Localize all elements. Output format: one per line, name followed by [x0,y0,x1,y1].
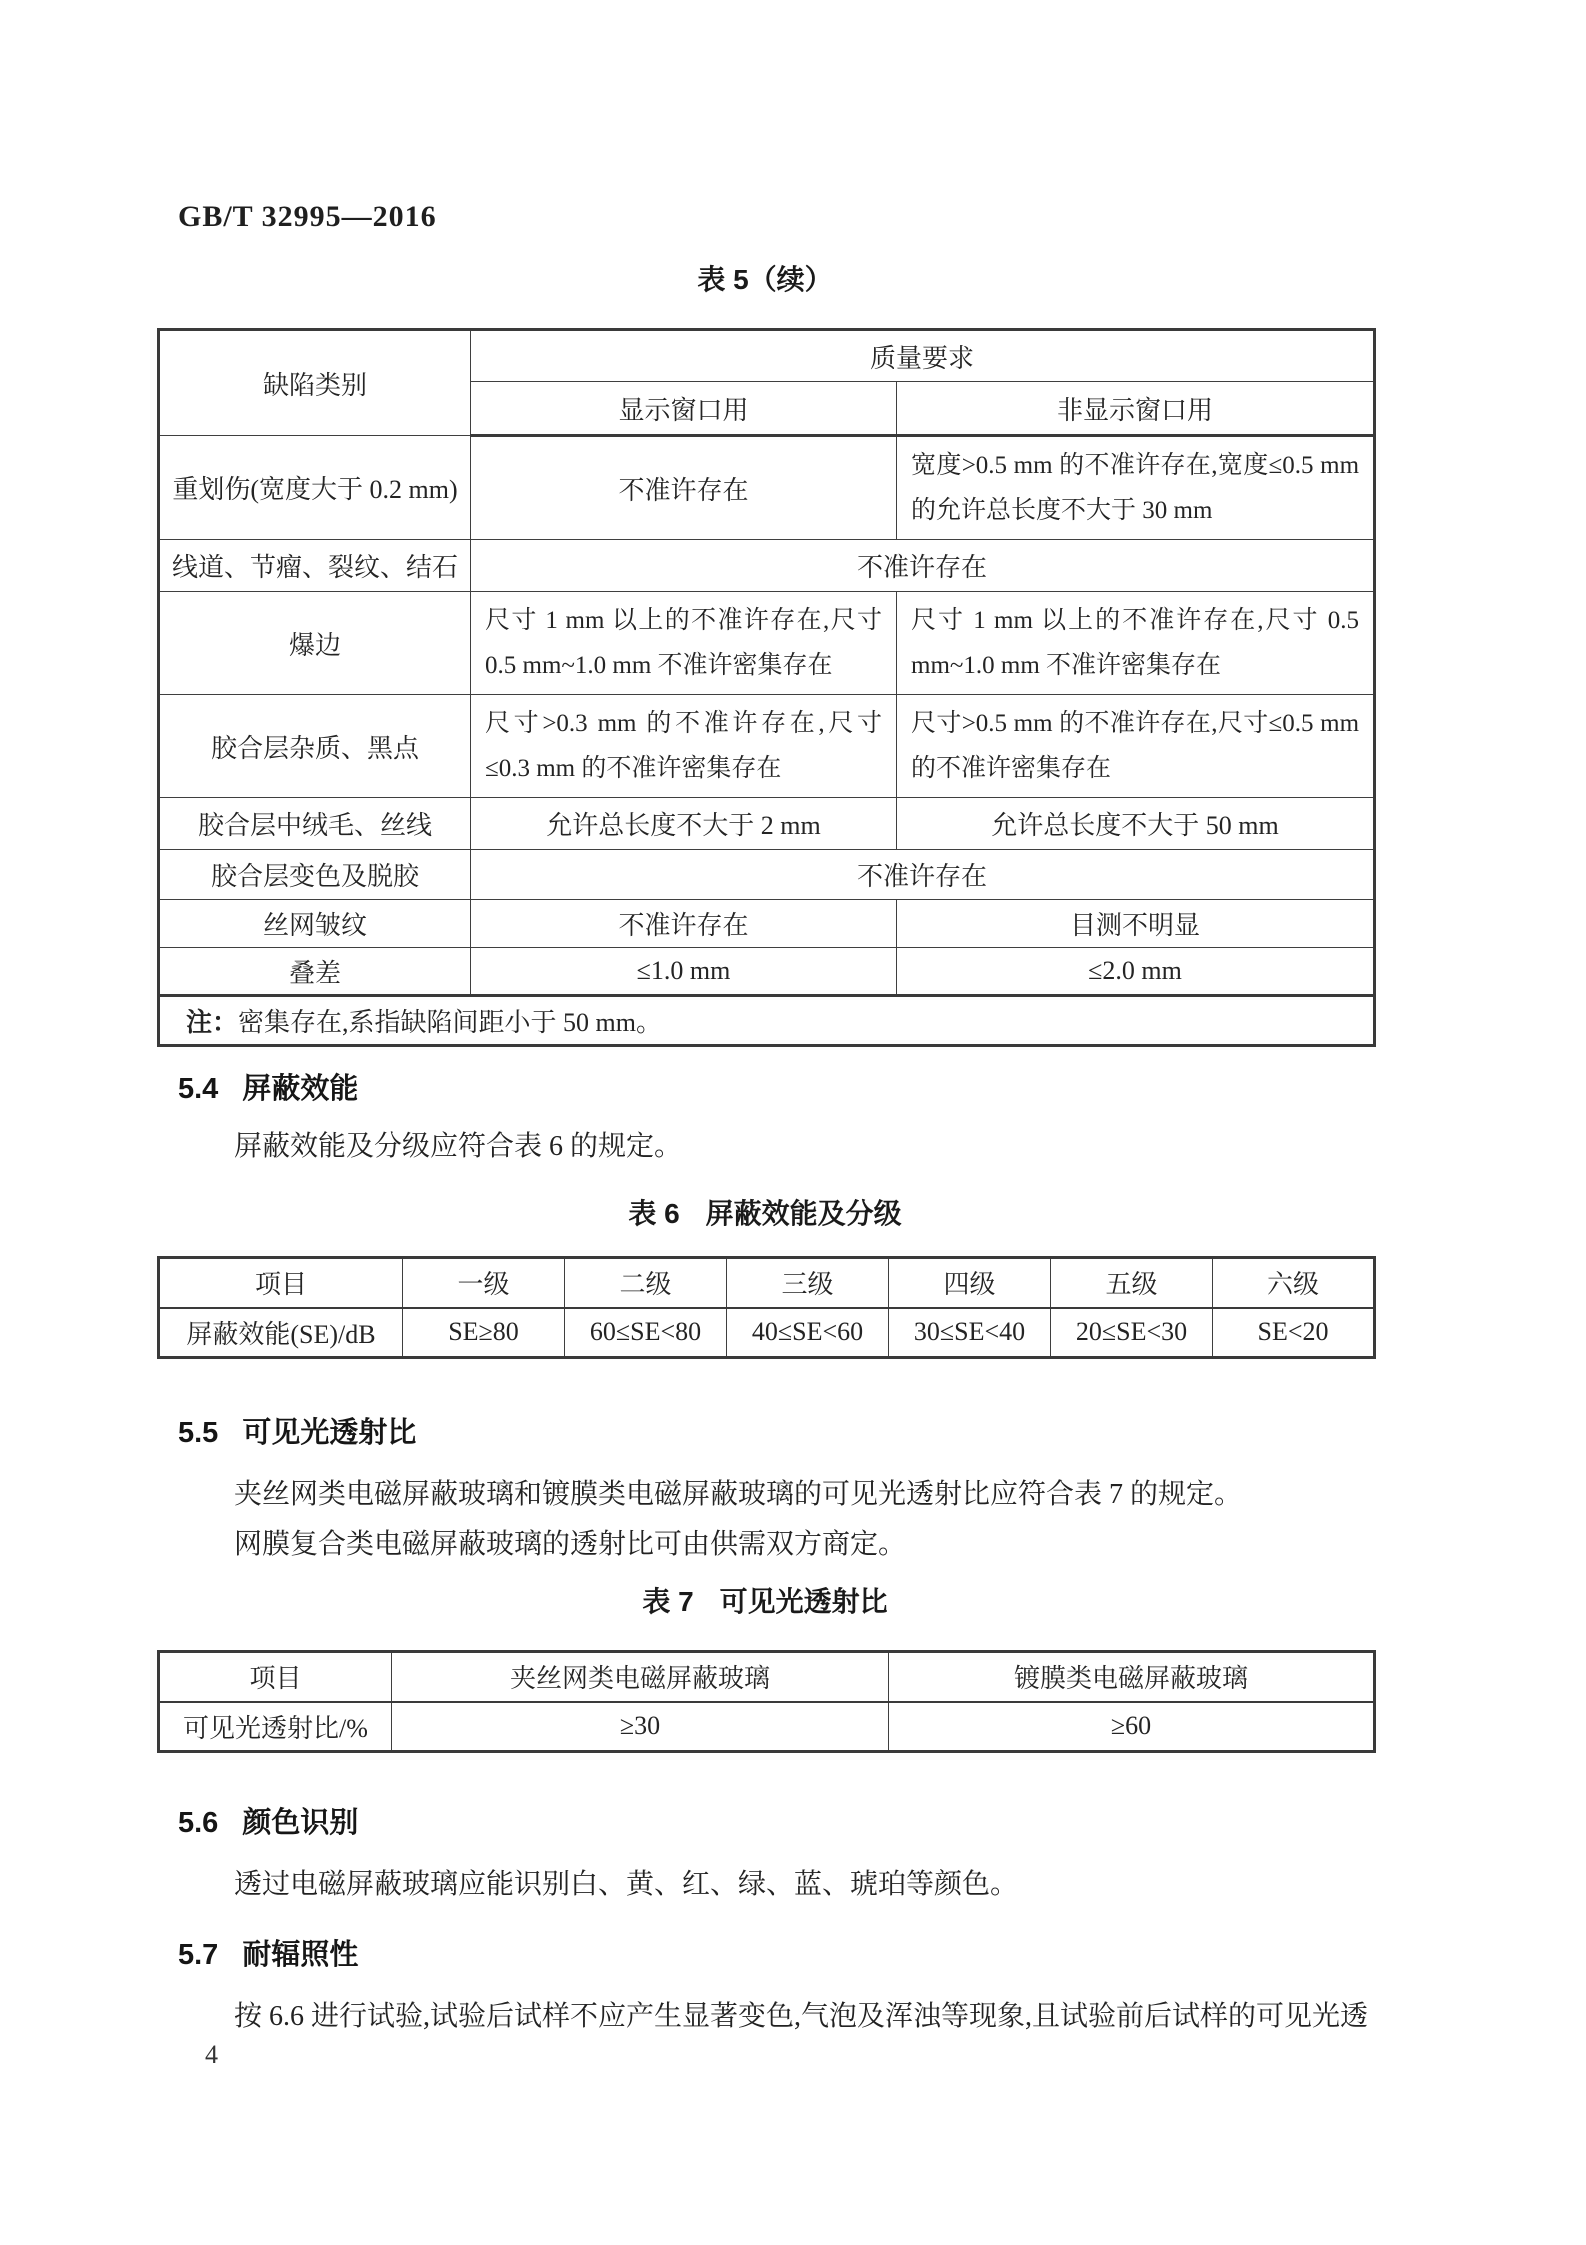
table-row-scratch [159,436,1375,540]
section-5-4-heading [178,1066,358,1107]
header-grade-3: 三级 [727,1258,889,1308]
cell-non-display-req: 允许总长度不大于 50 mm [897,798,1375,850]
section-5-5-paragraph-1: 夹丝网类电磁屏蔽玻璃和镀膜类电磁屏蔽玻璃的可见光透射比应符合表 7 的规定。 [234,1479,1243,1510]
cell-non-display-req: ≤2.0 mm [897,948,1375,996]
cell-wire-mesh-value: ≥30 [392,1702,889,1752]
standard-number: GB/T 32995—2016 [178,200,437,233]
cell-non-display-req: 宽度>0.5 mm 的不准许存在,宽度≤0.5 mm 的允许总长度不大于 30 mm [897,436,1375,540]
section-5-7-heading [178,1932,358,1973]
header-grade-2: 二级 [565,1258,727,1308]
header-grade-1: 一级 [403,1258,565,1308]
table7-light-transmittance [157,1650,1376,1753]
cell-coated-value: ≥60 [889,1702,1375,1752]
section-5-4-paragraph: 屏蔽效能及分级应符合表 6 的规定。 [234,1131,683,1162]
header-wire-mesh-glass: 夹丝网类电磁屏蔽玻璃 [392,1652,889,1702]
table-row-header [159,1258,1375,1308]
table5-caption-label: 表 5（续） [697,264,833,295]
cell-defect: 丝网皱纹 [159,900,471,948]
section-5-7-paragraph: 按 6.6 进行试验,试验后试样不应产生显著变色,气泡及浑浊等现象,且试验前后试样的可见光透 [234,2001,1369,2032]
table7-caption-number: 表 7 [642,1586,694,1617]
section-5-6-heading [178,1800,358,1841]
table-row-header [159,1652,1375,1702]
section-title: 可见光透射比 [242,1417,417,1449]
table6-shielding-effectiveness [157,1256,1376,1359]
header-coated-glass: 镀膜类电磁屏蔽玻璃 [889,1652,1375,1702]
cell-defect: 叠差 [159,948,471,996]
section-title: 耐辐照性 [242,1939,359,1971]
header-grade-4: 四级 [889,1258,1051,1308]
cell-defect: 线道、节瘤、裂纹、结石 [159,540,471,592]
table-row-header1 [159,330,1375,382]
section-number: 5.4 [178,1073,219,1105]
section-title: 颜色识别 [242,1807,359,1839]
section-number: 5.5 [178,1417,219,1449]
cell-merged-req: 不准许存在 [471,850,1375,900]
cell-display-req: 尺寸>0.3 mm 的不准许存在,尺寸≤0.3 mm 的不准许密集存在 [471,695,897,798]
cell-row-label: 可见光透射比/% [159,1702,392,1752]
cell-defect: 胶合层变色及脱胶 [159,850,471,900]
table6-caption-number: 表 6 [628,1198,680,1229]
table-row-note [159,996,1375,1046]
cell-non-display-req: 目测不明显 [897,900,1375,948]
cell-grade-2-value: 60≤SE<80 [565,1308,727,1358]
table-row-lines-knots [159,540,1375,592]
table5-defect-quality-table [157,328,1376,1047]
cell-grade-4-value: 30≤SE<40 [889,1308,1051,1358]
section-number: 5.6 [178,1807,219,1839]
cell-grade-1-value: SE≥80 [403,1308,565,1358]
header-display-window: 显示窗口用 [471,382,897,436]
cell-non-display-req: 尺寸 1 mm 以上的不准许存在,尺寸 0.5 mm~1.0 mm 不准许密集存在 [897,592,1375,695]
cell-defect: 重划伤(宽度大于 0.2 mm) [159,436,471,540]
table5-note [159,996,1375,1046]
header-quality-requirement: 质量要求 [471,330,1375,382]
page-number: 4 [205,2040,218,2069]
note-text: 密集存在,系指缺陷间距小于 50 mm。 [238,1008,662,1037]
cell-display-req: 不准许存在 [471,900,897,948]
section-number: 5.7 [178,1939,219,1971]
table-row-interlayer-fuzz [159,798,1375,850]
cell-grade-5-value: 20≤SE<30 [1051,1308,1213,1358]
section-5-6-paragraph: 透过电磁屏蔽玻璃应能识别白、黄、红、绿、蓝、琥珀等颜色。 [234,1869,1019,1900]
cell-merged-req: 不准许存在 [471,540,1375,592]
table-row-chipped-edge [159,592,1375,695]
table-row-se-values [159,1308,1375,1358]
cell-grade-6-value: SE<20 [1213,1308,1375,1358]
section-5-5-heading [178,1410,416,1451]
cell-row-label: 屏蔽效能(SE)/dB [159,1308,403,1358]
section-title: 屏蔽效能 [242,1073,359,1105]
header-item: 项目 [159,1652,392,1702]
section-5-5-paragraph-2: 网膜复合类电磁屏蔽玻璃的透射比可由供需双方商定。 [234,1529,907,1560]
cell-defect: 爆边 [159,592,471,695]
cell-display-req: ≤1.0 mm [471,948,897,996]
cell-non-display-req: 尺寸>0.5 mm 的不准许存在,尺寸≤0.5 mm 的不准许密集存在 [897,695,1375,798]
header-defect-category: 缺陷类别 [159,330,471,436]
cell-display-req: 不准许存在 [471,436,897,540]
cell-defect: 胶合层中绒毛、丝线 [159,798,471,850]
note-label: 注： [186,1007,239,1037]
table6-caption-title: 屏蔽效能及分级 [705,1198,902,1229]
header-grade-6: 六级 [1213,1258,1375,1308]
header-non-display-window: 非显示窗口用 [897,382,1375,436]
header-item: 项目 [159,1258,403,1308]
table-row-interlayer-discolor [159,850,1375,900]
table-row-mesh-wrinkle [159,900,1375,948]
header-grade-5: 五级 [1051,1258,1213,1308]
cell-display-req: 允许总长度不大于 2 mm [471,798,897,850]
table5-caption [157,258,1373,298]
cell-grade-3-value: 40≤SE<60 [727,1308,889,1358]
table-row-interlayer-impurity [159,695,1375,798]
table-row-overlap-difference [159,948,1375,996]
table-row-transmittance-values [159,1702,1375,1752]
table7-caption [157,1580,1373,1620]
cell-display-req: 尺寸 1 mm 以上的不准许存在,尺寸 0.5 mm~1.0 mm 不准许密集存在 [471,592,897,695]
table6-caption [157,1192,1373,1232]
table7-caption-title: 可见光透射比 [719,1586,888,1617]
cell-defect: 胶合层杂质、黑点 [159,695,471,798]
